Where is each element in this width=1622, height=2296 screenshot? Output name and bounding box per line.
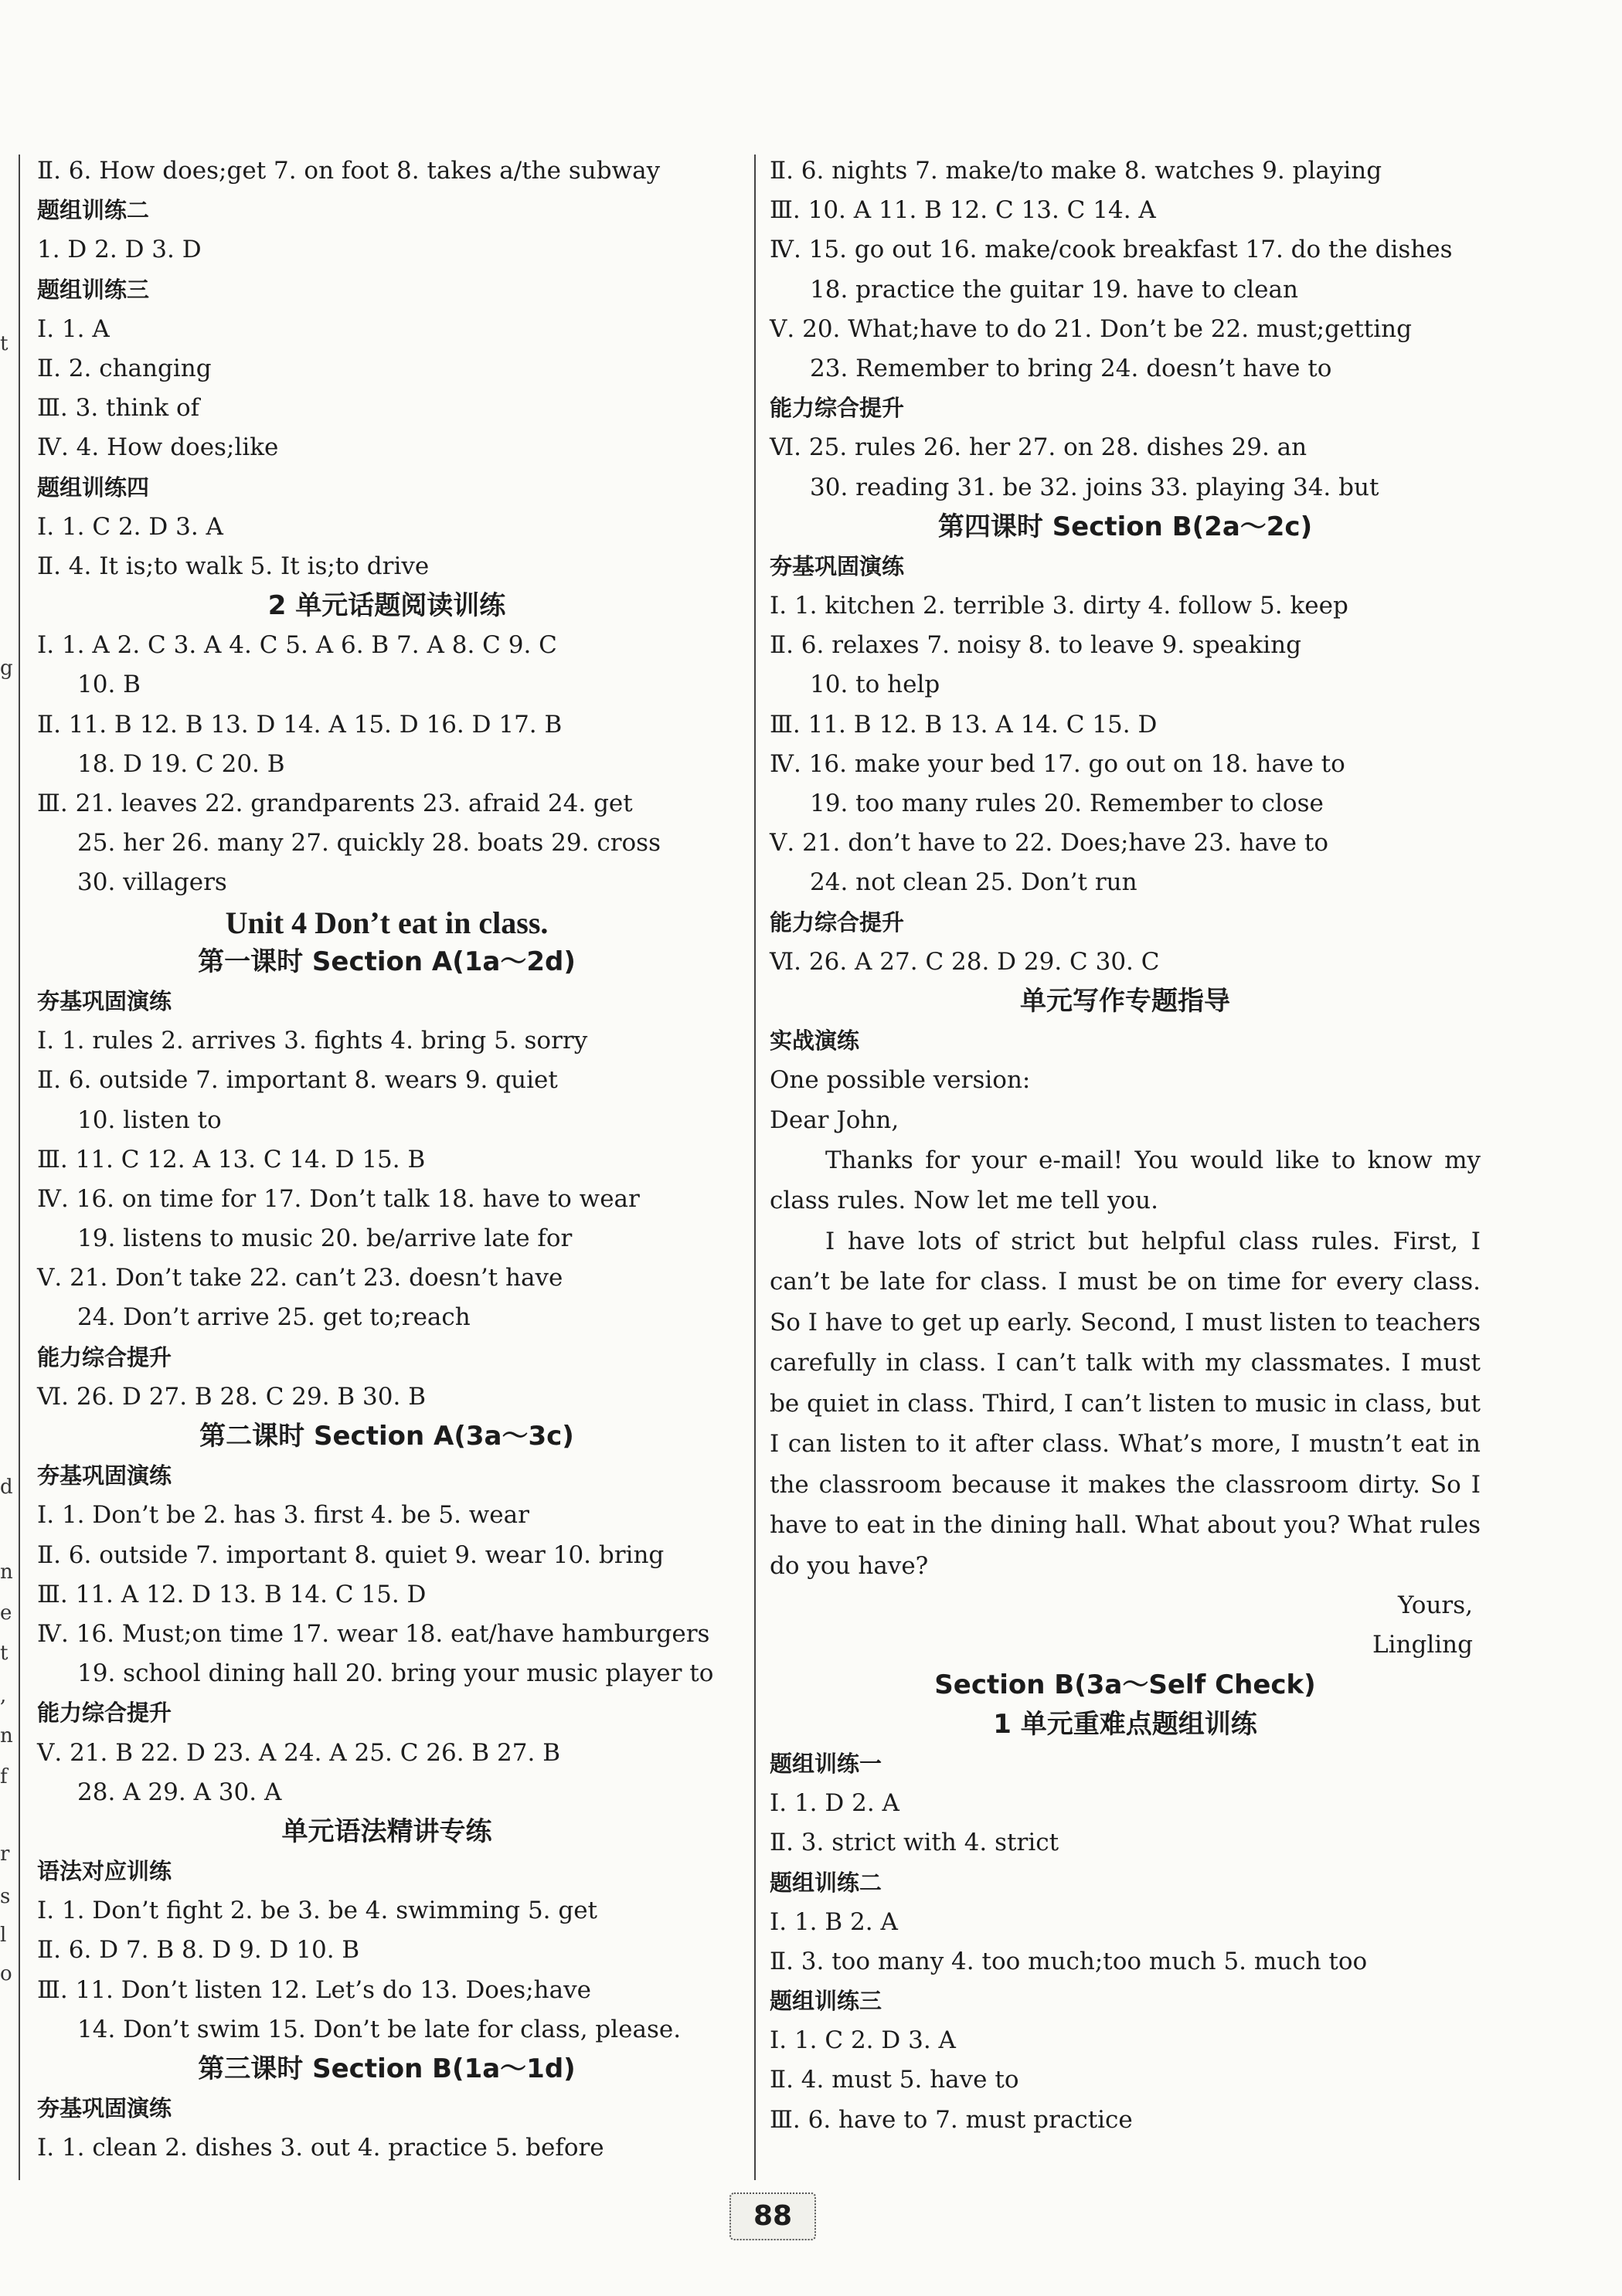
answer-line: 30. reading 31. be 32. joins 33. playing 34. but: [810, 473, 1379, 501]
section-heading: 题组训练二: [770, 1869, 882, 1896]
section-heading: 能力综合提升: [37, 1343, 172, 1370]
answer-line: One possible version:: [770, 1066, 1031, 1095]
answer-line: 1. D 2. D 3. D: [37, 236, 202, 264]
answer-line: Ⅱ. 3. strict with 4. strict: [770, 1829, 1059, 1857]
section-heading: 夯基巩固演练: [770, 552, 905, 579]
edge-fragment: e: [0, 1601, 12, 1625]
edge-fragment: g: [0, 657, 13, 680]
edge-fragment: f: [0, 1765, 8, 1788]
answer-line: Ⅴ. 21. Don’t take 22. can’t 23. doesn’t have: [37, 1264, 563, 1292]
answer-line: Ⅳ. 15. go out 16. make/cook breakfast 17. do the dishes: [770, 236, 1453, 264]
answer-line: Ⅰ. 1. A 2. C 3. A 4. C 5. A 6. B 7. A 8. C 9. C: [37, 631, 557, 660]
answer-line: Ⅲ. 11. C 12. A 13. C 14. D 15. B: [37, 1145, 426, 1173]
answer-line: Ⅰ. 1. C 2. D 3. A: [37, 512, 223, 541]
answer-line: Ⅱ. 11. B 12. B 13. D 14. A 15. D 16. D 17. B: [37, 710, 563, 739]
right-column: [770, 151, 1481, 2140]
answer-line: 28. A 29. A 30. A: [77, 1778, 282, 1806]
letter-signature: Lingling: [1372, 1631, 1473, 1659]
answer-line: 19. too many rules 20. Remember to close: [810, 790, 1324, 817]
column-divider: [754, 155, 756, 2180]
answer-line: Ⅱ. 2. changing: [37, 354, 212, 382]
answer-line: 19. school dining hall 20. bring your music player to: [77, 1659, 714, 1688]
answer-line: Ⅱ. 3. too many 4. too much;too much 5. much too: [770, 1947, 1368, 1975]
answer-line: Ⅲ. 3. think of: [37, 394, 200, 423]
answer-line: 10. B: [77, 671, 141, 699]
lesson-title: 第一课时 Section A(1a～2d): [198, 946, 576, 977]
answer-line: 19. listens to music 20. be/arrive late for: [77, 1224, 573, 1253]
answer-line: Ⅲ. 11. B 12. B 13. A 14. C 15. D: [770, 710, 1158, 739]
answer-line: 24. not clean 25. Don’t run: [810, 868, 1137, 897]
answer-line: Ⅰ. 1. A: [37, 314, 110, 343]
left-column: [37, 151, 736, 2169]
section-heading: 语法对应训练: [37, 1858, 172, 1885]
answer-line: 24. Don’t arrive 25. get to;reach: [77, 1303, 471, 1332]
section-heading: 题组训练三: [37, 276, 150, 303]
edge-fragment: l: [0, 1924, 7, 1947]
edge-fragment: t: [0, 1642, 9, 1665]
answer-line: 14. Don’t swim 15. Don’t be late for class, please.: [77, 2015, 682, 2043]
section-heading: 能力综合提升: [37, 1700, 172, 1727]
answer-line: Dear John,: [770, 1106, 899, 1134]
answer-line: Ⅳ. 16. make your bed 17. go out on 18. have to: [770, 749, 1345, 778]
edge-fragment: o: [0, 1962, 12, 1985]
letter-paragraph-1: Thanks for your e-mail! You would like to know my class rules. Now let me tell you.: [770, 1146, 1481, 1215]
section-heading: 题组训练二: [37, 197, 150, 224]
answer-line: Ⅱ. 6. relaxes 7. noisy 8. to leave 9. speaking: [770, 631, 1301, 660]
letter-closing: Yours,: [1398, 1591, 1473, 1620]
answer-line: Ⅰ. 1. B 2. A: [770, 1907, 898, 1936]
answer-line: Ⅲ. 6. have to 7. must practice: [770, 2105, 1133, 2134]
section-heading: 夯基巩固演练: [37, 987, 172, 1014]
section-heading: 能力综合提升: [770, 395, 905, 422]
answer-line: 18. practice the guitar 19. have to clean: [810, 275, 1298, 304]
answer-line: Ⅲ. 11. Don’t listen 12. Let’s do 13. Does;have: [37, 1975, 591, 2004]
lesson-title: 单元写作专题指导: [1020, 985, 1230, 1017]
answer-line: Ⅱ. 6. D 7. B 8. D 9. D 10. B: [37, 1936, 360, 1965]
answer-line: Ⅲ. 21. leaves 22. grandparents 23. afraid 24. get: [37, 790, 633, 817]
lesson-title: 第二课时 Section A(3a～3c): [199, 1421, 574, 1452]
section-heading: 夯基巩固演练: [37, 1462, 172, 1489]
lesson-title: 2 单元话题阅读训练: [267, 590, 506, 622]
section-heading: 题组训练一: [770, 1750, 882, 1777]
answer-line: Ⅴ. 21. B 22. D 23. A 24. A 25. C 26. B 27. B: [37, 1738, 560, 1767]
answer-line: Ⅳ. 16. Must;on time 17. wear 18. eat/have hamburgers: [37, 1619, 710, 1648]
answer-line: Ⅵ. 26. D 27. B 28. C 29. B 30. B: [37, 1382, 426, 1411]
answer-line: Ⅳ. 16. on time for 17. Don’t talk 18. have to wear: [37, 1184, 640, 1213]
answer-line: Ⅱ. 6. nights 7. make/to make 8. watches 9. playing: [770, 157, 1382, 185]
edge-fragment: n: [0, 1724, 13, 1747]
answer-line: Ⅰ. 1. Don’t be 2. has 3. first 4. be 5. wear: [37, 1501, 529, 1530]
lesson-title: 单元语法精讲专练: [281, 1815, 492, 1847]
answer-line: Ⅵ. 26. A 27. C 28. D 29. C 30. C: [770, 947, 1160, 976]
answer-line: 23. Remember to bring 24. doesn’t have to: [810, 354, 1332, 382]
answer-line: 18. D 19. C 20. B: [77, 749, 285, 778]
answer-line: Ⅱ. 6. How does;get 7. on foot 8. takes a/the subway: [37, 157, 661, 185]
answer-line: Ⅰ. 1. clean 2. dishes 3. out 4. practice 5. before: [37, 2134, 604, 2162]
answer-line: Ⅵ. 25. rules 26. her 27. on 28. dishes 29. an: [770, 433, 1307, 462]
page-number: 88: [729, 2192, 816, 2240]
edge-fragment: d: [0, 1476, 13, 1499]
answer-line: 10. listen to: [77, 1106, 222, 1134]
section-heading: 夯基巩固演练: [37, 2095, 172, 2122]
answer-line: Ⅰ. 1. C 2. D 3. A: [770, 2026, 956, 2055]
answer-line: Ⅰ. 1. rules 2. arrives 3. fights 4. bring 5. sorry: [37, 1027, 588, 1055]
section-heading: 能力综合提升: [770, 909, 905, 936]
section-heading: 题组训练三: [770, 1988, 882, 2015]
answer-line: 30. villagers: [77, 868, 227, 897]
answer-line: Ⅱ. 4. It is;to walk 5. It is;to drive: [37, 552, 430, 580]
edge-fragment: n: [0, 1561, 13, 1584]
section-heading: 实战演练: [770, 1027, 860, 1055]
answer-line: Ⅲ. 10. A 11. B 12. C 13. C 14. A: [770, 196, 1156, 225]
answer-line: Ⅱ. 4. must 5. have to: [770, 2066, 1019, 2094]
answer-line: Ⅰ. 1. D 2. A: [770, 1789, 899, 1818]
edge-fragment: s: [0, 1885, 11, 1908]
answer-line: Ⅳ. 4. How does;like: [37, 433, 279, 462]
lesson-title: 第四课时 Section B(2a～2c): [937, 511, 1313, 542]
unit-title: Unit 4 Don’t eat in class.: [225, 905, 549, 940]
lesson-title: 第三课时 Section B(1a～1d): [198, 2053, 576, 2084]
answer-line: Ⅴ. 20. What;have to do 21. Don’t be 22. must;getting: [770, 314, 1412, 343]
answer-line: Ⅴ. 21. don’t have to 22. Does;have 23. have to: [770, 829, 1328, 858]
answer-line: Ⅰ. 1. Don’t fight 2. be 3. be 4. swimming 5. get: [37, 1897, 598, 1925]
right-column-drills: [770, 1666, 1481, 2140]
sample-letter: [770, 1140, 1481, 1587]
lesson-title: 1 单元重难点题组训练: [993, 1708, 1257, 1740]
answer-line: Ⅰ. 1. kitchen 2. terrible 3. dirty 4. follow 5. keep: [770, 592, 1348, 620]
left-margin-rule: [19, 155, 20, 2180]
section-heading: 题组训练四: [37, 474, 150, 501]
right-column-answers: [770, 151, 1481, 1140]
letter-paragraph-2: I have lots of strict but helpful class rules. First, I can’t be late for class. I must be on time for every class. So I have to get up early. Second, I must listen to teachers carefully in class. I can’t talk with my classmates. I must be quiet in class. Third, I can’t listen to music in class, but I can listen to it after class. What’s more, I mustn’t eat in the classroom because it makes the classroom dirty. So I have to eat in the dining hall. What about you? What rules do you have?: [770, 1227, 1481, 1580]
edge-fragment: r: [0, 1843, 10, 1866]
edge-fragment: ,: [0, 1684, 7, 1707]
answer-line: Ⅱ. 6. outside 7. important 8. quiet 9. wear 10. bring: [37, 1540, 665, 1569]
edge-fragment: t: [0, 332, 9, 355]
answer-line: 25. her 26. many 27. quickly 28. boats 29. cross: [77, 829, 661, 858]
answer-line: 10. to help: [810, 671, 940, 699]
answer-line: Ⅱ. 6. outside 7. important 8. wears 9. quiet: [37, 1066, 558, 1095]
lesson-title: Section B(3a～Self Check): [934, 1669, 1316, 1700]
answer-line: Ⅲ. 11. A 12. D 13. B 14. C 15. D: [37, 1580, 427, 1608]
